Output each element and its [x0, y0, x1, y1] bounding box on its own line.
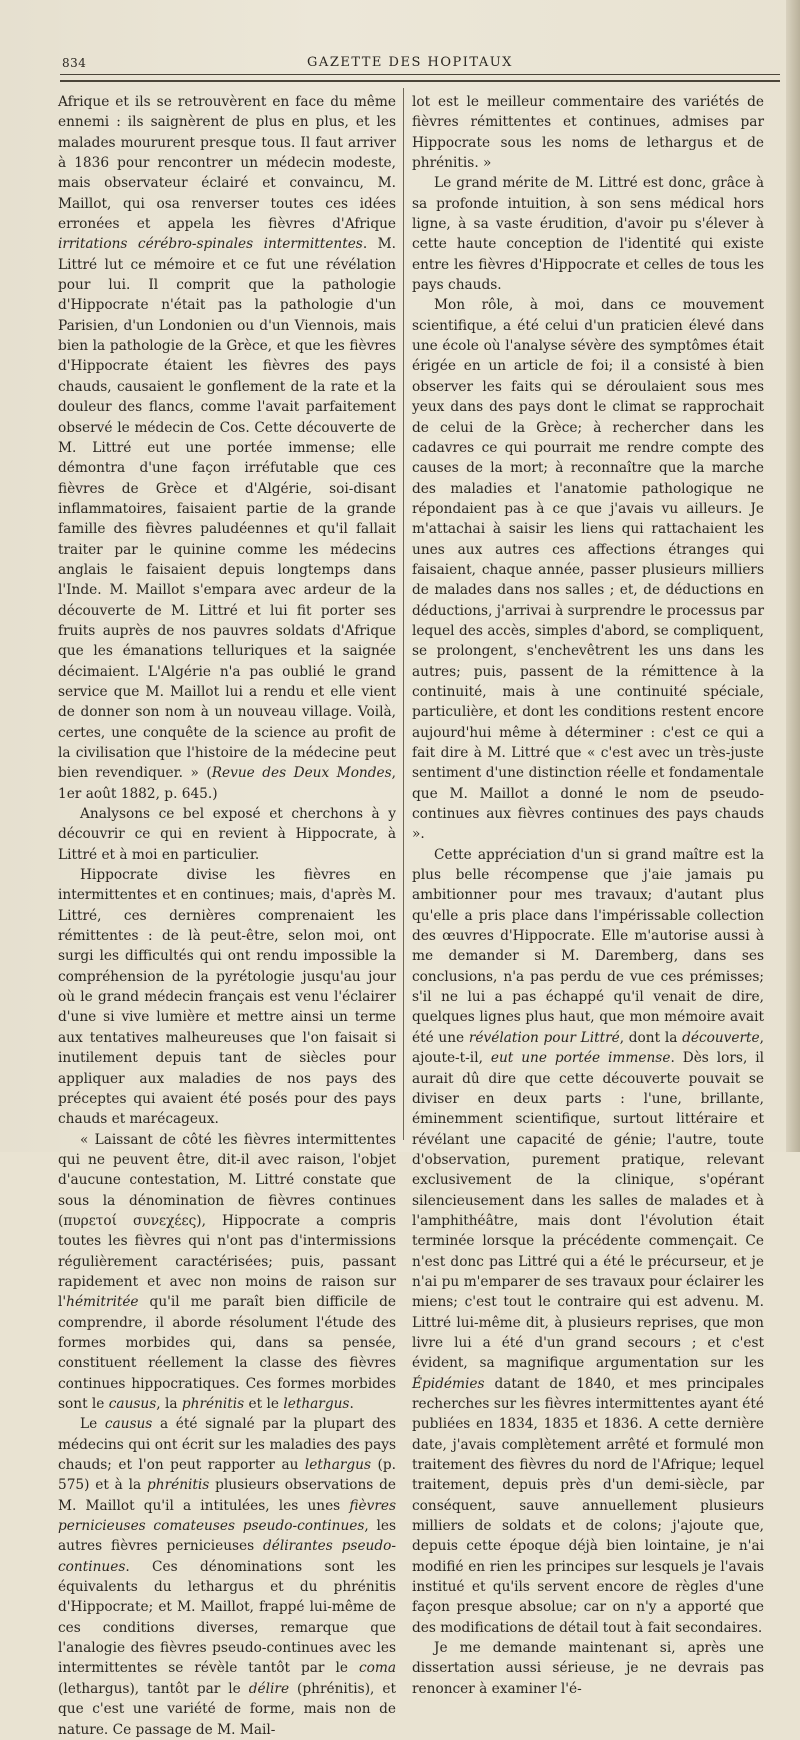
- italic-segment: causus: [104, 1416, 153, 1433]
- text-segment: lot est le meilleur commentaire des variétés de fièvres rémittentes et continues, admises par Hippocrate sous les noms de lethargus et de phrénitis. »: [412, 94, 764, 172]
- italic-segment: Revue des Deux Mondes: [211, 765, 392, 782]
- header-rule-thin: [60, 74, 780, 75]
- italic-segment: fièvres pernicieuses comateuses pseudo-continues: [58, 1497, 396, 1535]
- text-segment: Hippocrate divise les fièvres en intermittentes et en continues; mais, d'après M. Littré, ces dernières comprenaient les rémittentes : de là peut-être, selon moi, ont surgi les difficultés qui ont rendu impossible la compréhension de la pyrétologie jusqu'au jour où le grand médecin français est venu l'éclairer d'une si vive lumière et mettre ainsi un terme aux tentatives malheureuses que l'on faisait si inutilement depuis tant de siècles pour appliquer aux maladies de nos pays des préceptes qui avaient été posés pour des pays chauds et marécageux.: [58, 867, 396, 1128]
- italic-segment: lethargus: [304, 1457, 372, 1474]
- text-segment: (lethargus), tantôt par le: [58, 1680, 249, 1697]
- italic-segment: phrénitis: [181, 1396, 245, 1412]
- text-segment: . M. Littré lut ce mémoire et ce fut une révélation pour lui. Il comprit que la pathologie d'Hippocrate n'était pas la pathologie d'un Parisien, d'un Londonien ou d'un Viennois, mais bien la pathologie de la Grèce, et que les fièvres d'Hippocrate étaient les fièvres des pays chauds, causaient le gonflement de la rate et la douleur des flancs, comme l'avait parfaitement observé le médecin de Cos. Cette découverte de M. Littré eut une portée immense; elle démontra d'une façon irréfutable que ces fièvres de Grèce et d'Algérie, soi-disant inflammatoires, faisaient partie de la grande famille des fièvres paludéennes et qu'il fallait traiter par le quinine comme les médecins anglais le faisaient depuis longtemps dans l'Inde. M. Maillot s'empara avec ardeur de la découverte de M. Littré et lui fit porter ses fruits auprès de nos pauvres soldats d'Afrique que les émanations telluriques et la saignée décimaient. L'Algérie n'a pas oublié le grand service que M. Maillot lui a rendu et elle vient de donner son nom à un nouveau village. Voilà, certes, une conquête de la science au profit de la civilisation que l'histoire de la médecine peut bien revendiquer. » (: [58, 236, 396, 782]
- binding-gutter: [786, 0, 800, 1152]
- column-divider: [403, 88, 404, 1140]
- left-paragraph-1: [58, 92, 396, 804]
- running-head: GAZETTE DES HOPITAUX: [307, 55, 513, 70]
- text-segment: datant de 1840, et mes principales recherches sur les fièvres intermittentes ayant été publiées en 1834, 1835 et 1836. A cette dernière date, j'avais complètement arrêté et formulé mon traitement des fièvres du nord de l'Afrique; lequel traitement, depuis près d'un demi-siècle, par conséquent, sauve annuellement plusieurs milliers de soldats et de colons; j'ajoute que, depuis cette époque déjà bien lointaine, je n'ai modifié en rien les principes sur lesquels je l'avais institué et qu'ils servent encore de règles d'une façon presque absolue; car on n'y a apporté que des modifications de détail tout à fait secondaires.: [412, 1375, 764, 1636]
- text-segment: Analysons ce bel exposé et cherchons à y découvrir ce qui en revient à Hippocrate, à Littré et à moi en particulier.: [58, 806, 396, 863]
- page-number: 834: [62, 56, 87, 70]
- text-segment: qu'il me paraît bien difficile de comprendre, il aborde résolument l'étude des formes morbides qui, dans sa pensée, constituent réellement la classe des fièvres continues hippocratiques. Ces formes morbides sont le: [58, 1294, 396, 1412]
- text-segment: Cette appréciation d'un si grand maître est la plus belle récompense que j'aie jamais pu ambitionner pour mes travaux; d'autant plus qu'elle a pris place dans l'impérissable collection des œuvres d'Hippocrate. Elle m'autorise aussi à me demander si M. Daremberg, dans ses conclusions, n'a pas perdu de vue ces prémisses; s'il ne lui a pas échappé qu'il venait de dire, quelques lignes plus haut, que mon mémoire avait été une: [412, 846, 764, 1046]
- text-segment: Le: [80, 1416, 105, 1433]
- text-segment: (phrénitis), et que c'est une variété de forme, mais non de nature. Ce passage de M. Mail-: [58, 1680, 396, 1738]
- italic-segment: délire: [248, 1680, 290, 1697]
- text-segment: a été signalé par la plupart des médecins qui ont écrit sur les maladies des pays chauds; et l'on peut rapporter au: [58, 1416, 397, 1474]
- left-paragraph-3: [58, 865, 396, 1129]
- italic-segment: délirantes pseudo-continues: [58, 1538, 396, 1575]
- right-column: [412, 92, 764, 1699]
- text-segment: et le: [244, 1396, 284, 1412]
- text-segment: (p. 575) et à la: [58, 1457, 396, 1494]
- text-segment: .: [349, 1396, 354, 1412]
- italic-segment: phrénitis: [147, 1477, 210, 1494]
- text-segment: Mon rôle, à moi, dans ce mouvement scientifique, a été celui d'un praticien élevé dans une école où l'analyse sévère des symptômes était érigée en un article de foi; il a consisté à bien observer les faits qui se déroulaient sous mes yeux dans des pays dont le climat se rapprochait de celui de la Grèce; à rechercher dans les cadavres ce qui pourrait me rendre compte des causes de la mort; à reconnaître que la marche des maladies et l'anatomie pathologique ne répondaient pas à ce que j'avais vu ailleurs. Je m'attachai à saisir les liens qui rattachaient les unes aux autres ces affections étranges qui faisaient, chaque année, passer plusieurs milliers de malades dans nos salles ; et, de déductions en déductions, j'arrivai à surprendre le processus par lequel des accès, simples d'abord, se compliquent, se prolongent, s'enchevêtrent les uns dans les autres; puis, passent de la rémittence à la continuité, mais à une continuité spéciale, particulière, et dont les conditions restent encore aujourd'hui même à déterminer : c'est ce qui a fait dire à M. Littré que « c'est avec un très-juste sentiment d'une distinction réelle et fondamentale que M. Maillot a donné le nom de pseudo-continues aux fièvres continues des pays chauds ».: [412, 297, 764, 843]
- left-paragraph-5: [58, 1414, 396, 1740]
- italic-segment: découverte: [682, 1029, 760, 1046]
- italic-segment: Épidémies: [412, 1375, 485, 1392]
- text-segment: Je me demande maintenant si, après une dissertation aussi sérieuse, je ne devrais pas renoncer à examiner l'é-: [412, 1640, 764, 1697]
- text-segment: , la: [156, 1396, 182, 1412]
- left-paragraph-4: [58, 1130, 396, 1415]
- text-segment: , 1er août 1882, p. 645.): [58, 765, 396, 802]
- text-segment: , les autres fièvres pernicieuses: [58, 1518, 396, 1555]
- italic-segment: irritations cérébro-spinales intermittentes: [58, 236, 363, 253]
- right-paragraph-3: [412, 295, 764, 844]
- text-segment: . Dès lors, il aurait dû dire que cette découverte pouvait se diviser en deux parts : l'une, brillante, éminemment scientifique, surtout littéraire et révélant une capacité de génie; l'autre, toute d'observation, purement pratique, relevant exclusivement de la clinique, s'opérant silencieusement dans les salles de malades et à l'amphithéâtre, mais dont l'évolution était terminée lorsque la précédente commençait. Ce n'est donc pas Littré qui a été le précurseur, et je n'ai pu m'emparer de ses travaux pour éclairer les miens; c'est tout le contraire qui est advenu. M. Littré lui-même dit, à plusieurs reprises, que mon livre lui a été d'un grand secours ; et c'est évident, sa magnifique argumentation sur les: [412, 1050, 764, 1372]
- italic-segment: hémitritée: [66, 1294, 139, 1311]
- text-segment: . Ces dénominations sont les équivalents du lethargus et du phrénitis d'Hippocrate; et M. Maillot, frappé lui-même de ces conditions diverses, remarque que l'analogie des fièvres pseudo-continues avec les intermittentes se révèle tantôt par le: [58, 1558, 396, 1677]
- italic-segment: révélation pour Littré: [468, 1029, 620, 1046]
- text-segment: « Laissant de côté les fièvres intermittentes qui ne peuvent être, dit-il avec raison, l'objet d'aucune contestation, M. Littré constate que sous la dénomination de fièvres continues (πυρετοί συνεχέες), Hippocrate a compris toutes les fièvres qui n'ont pas d'intermissions régulièrement caractérisées; puis, passant rapidement et avec non moins de raison sur l': [58, 1131, 396, 1311]
- italic-segment: lethargus: [283, 1396, 350, 1412]
- right-paragraph-2: [412, 173, 764, 295]
- left-paragraph-2: [58, 804, 396, 865]
- text-segment: , dont la: [619, 1029, 683, 1046]
- left-column: [58, 92, 396, 1740]
- italic-segment: coma: [358, 1660, 396, 1677]
- italic-segment: causus: [108, 1396, 157, 1412]
- right-paragraph-1: [412, 92, 764, 173]
- text-segment: plusieurs observations de M. Maillot qu'il a intitulées, les unes: [58, 1477, 396, 1514]
- text-segment: Le grand mérite de M. Littré est donc, grâce à sa profonde intuition, à son sens médical hors ligne, à sa vaste érudition, d'avoir pu s'élever à cette haute conception de l'identité qui existe entre les fièvres d'Hippocrate et celles de tous les pays chauds.: [412, 175, 764, 294]
- header-rule-thick: [60, 80, 780, 82]
- right-paragraph-4: [412, 845, 764, 1638]
- text-segment: , ajoute-t-il,: [412, 1029, 765, 1067]
- text-segment: Afrique et ils se retrouvèrent en face du même ennemi : ils saignèrent de plus en plus, et les malades moururent presque tous. Il faut arriver à 1836 pour rencontrer un médecin modeste, mais observateur éclairé et convaincu, M. Maillot, qui osa renverser toutes ces idées erronées et appela les fièvres d'Afrique: [58, 94, 396, 233]
- right-paragraph-5: [412, 1638, 764, 1699]
- italic-segment: eut une portée immense: [490, 1050, 671, 1067]
